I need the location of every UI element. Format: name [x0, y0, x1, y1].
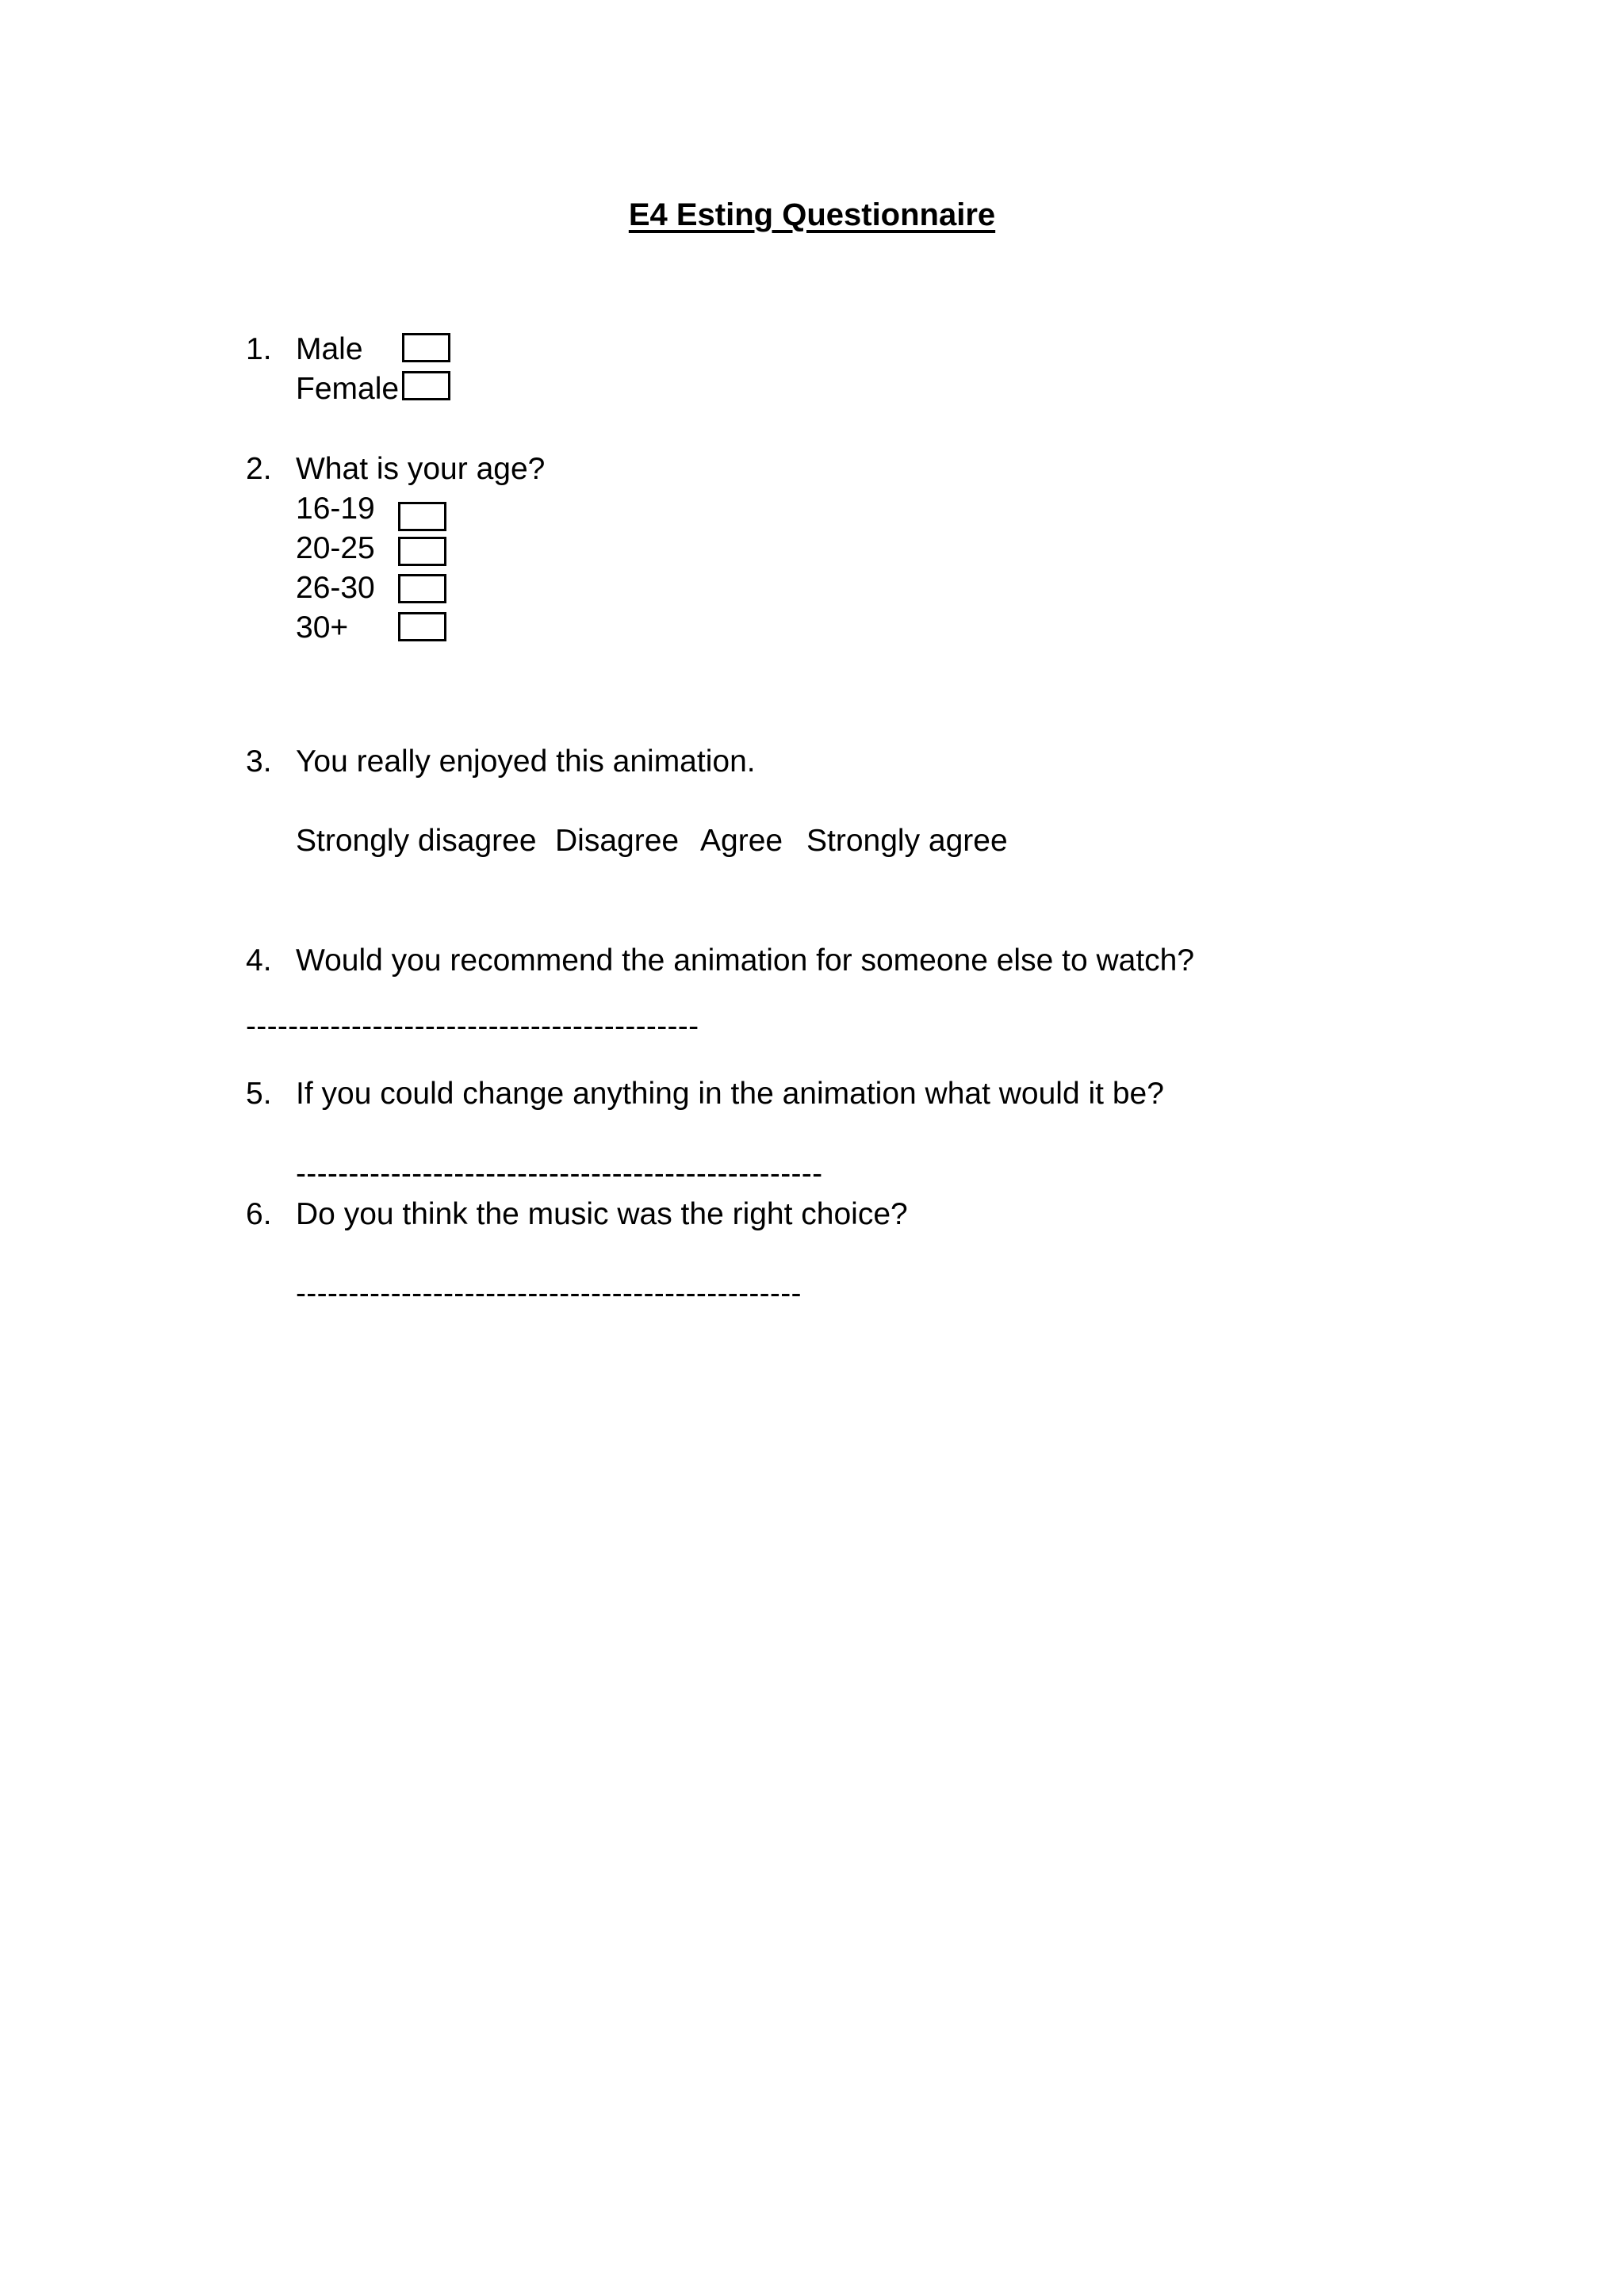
q5-number: 5. — [246, 1077, 272, 1111]
q6-text: Do you think the music was the right choice? — [296, 1197, 908, 1231]
q5-text: If you could change anything in the animation what would it be? — [296, 1077, 1164, 1111]
page-title: E4 Esting Questionnaire — [628, 197, 996, 232]
q6-answer-line[interactable]: ------------------------------------------------ — [296, 1276, 802, 1311]
q3-scale-agree[interactable]: Agree — [700, 824, 783, 858]
q4-number: 4. — [246, 943, 272, 978]
q2-30plus-checkbox[interactable] — [398, 612, 446, 641]
q2-16-19-checkbox[interactable] — [398, 502, 446, 531]
q3-text: You really enjoyed this animation. — [296, 744, 756, 779]
q1-number: 1. — [246, 332, 272, 366]
q1-option-female-label: Female — [296, 372, 400, 406]
q4-answer-line[interactable]: ------------------------------------------- — [246, 1009, 699, 1043]
q3-scale-strongly-disagree[interactable]: Strongly disagree — [296, 824, 537, 858]
q1-male-checkbox[interactable] — [402, 333, 450, 362]
q2-26-30-checkbox[interactable] — [398, 574, 446, 603]
q2-option-26-30-label: 26-30 — [296, 571, 375, 605]
q5-answer-line[interactable]: -------------------------------------------------- — [296, 1157, 823, 1191]
q3-number: 3. — [246, 744, 272, 779]
q3-scale-disagree[interactable]: Disagree — [555, 824, 680, 858]
q2-option-20-25-label: 20-25 — [296, 531, 375, 565]
q3-scale-strongly-agree[interactable]: Strongly agree — [806, 824, 1008, 858]
q2-number: 2. — [246, 452, 272, 486]
q1-female-checkbox[interactable] — [402, 371, 450, 400]
q4-text: Would you recommend the animation for someone else to watch? — [296, 943, 1195, 978]
q2-option-30plus-label: 30+ — [296, 610, 349, 645]
q6-number: 6. — [246, 1197, 272, 1231]
q2-text: What is your age? — [296, 452, 546, 486]
q2-20-25-checkbox[interactable] — [398, 537, 446, 566]
q2-option-16-19-label: 16-19 — [296, 492, 375, 526]
q1-option-male-label: Male — [296, 332, 363, 366]
